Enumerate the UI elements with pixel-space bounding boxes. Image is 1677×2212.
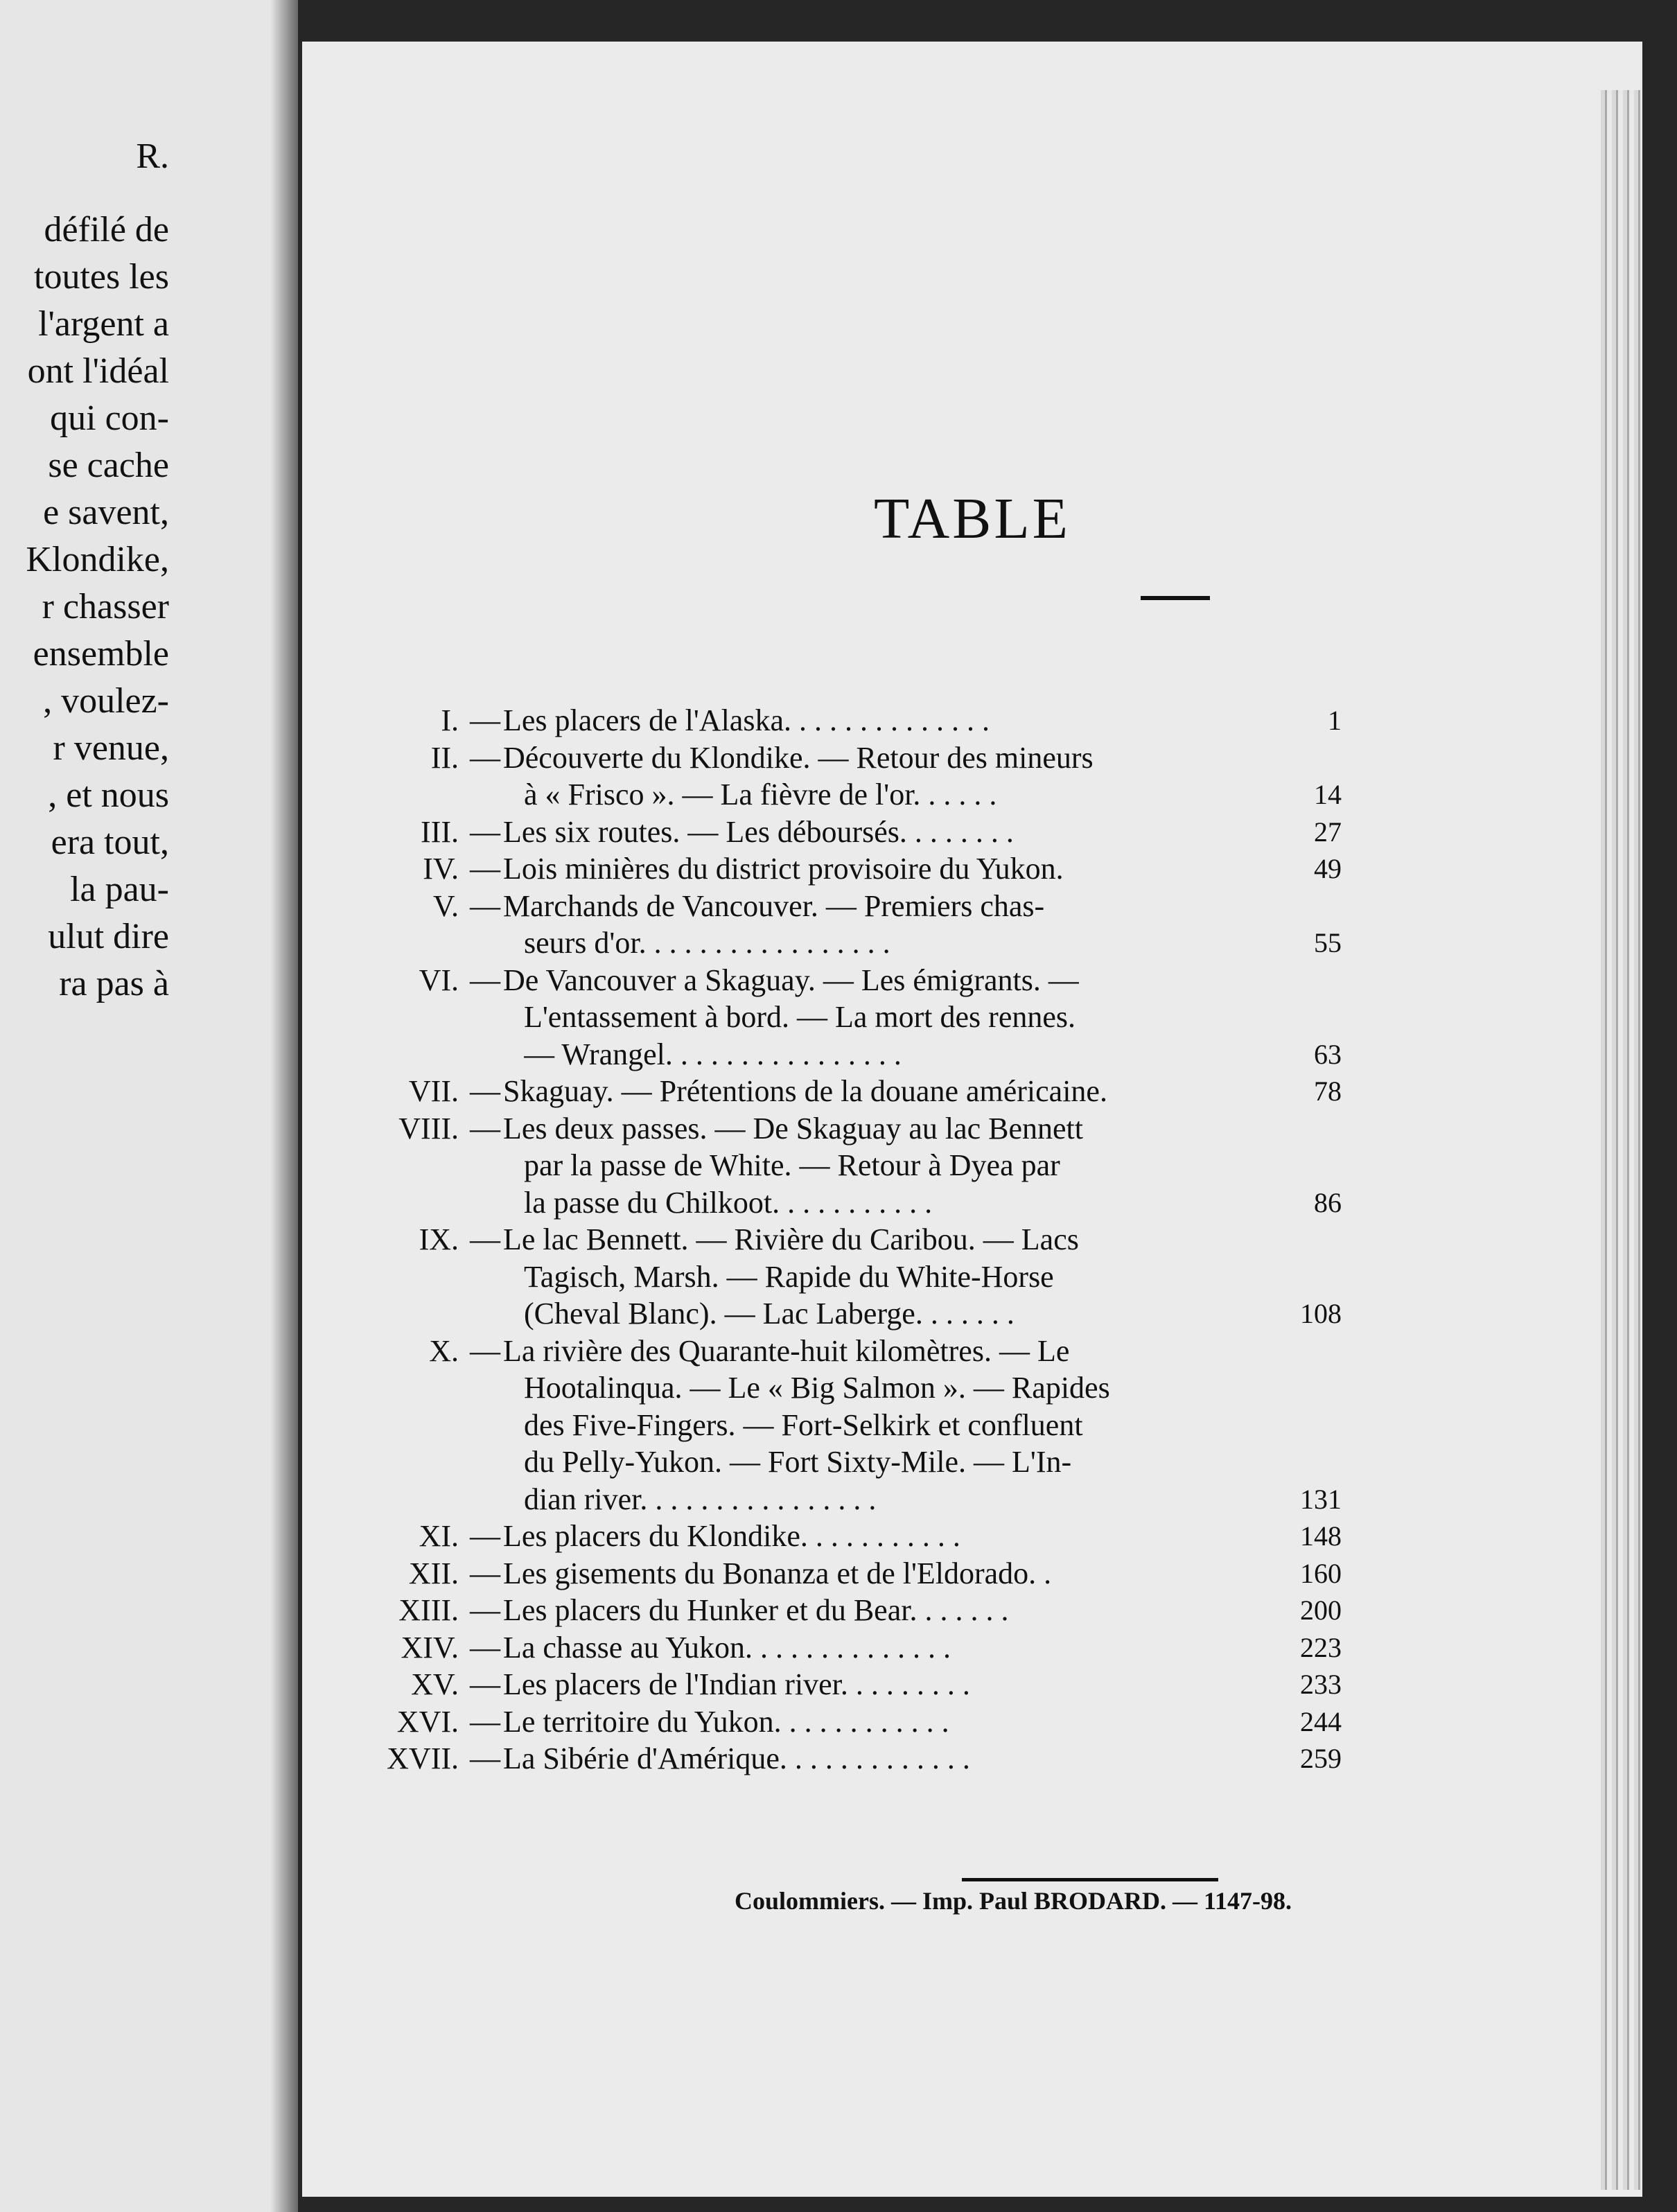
toc-page-number: 223 — [1300, 1631, 1342, 1663]
toc-entry-text: des Five-Fingers. — Fort-Selkirk et confluent — [524, 1407, 1083, 1442]
toc-entry-text: Les placers du Hunker et du Bear. . . . . . . — [503, 1593, 1009, 1627]
toc-entry-text: La Sibérie d'Amérique. . . . . . . . . . . . . — [503, 1741, 970, 1775]
toc-dash: — — [470, 1741, 500, 1775]
gutter-shadow — [270, 0, 298, 2212]
toc-entry-text: De Vancouver a Skaguay. — Les émigrants. — — [503, 963, 1079, 997]
toc-chapter-number: IV. — [423, 852, 459, 886]
toc-chapter-number: V. — [432, 888, 459, 923]
toc-chapter-number: XVI. — [396, 1704, 459, 1739]
toc-page-number: 78 — [1314, 1076, 1342, 1107]
toc-page-number: 160 — [1300, 1557, 1342, 1589]
left-page-line: ont l'idéal — [27, 351, 169, 391]
toc-dash: — — [470, 703, 500, 737]
toc-page-number: 233 — [1300, 1669, 1342, 1700]
toc-chapter-number: III. — [421, 814, 459, 849]
toc-page-number: 131 — [1300, 1483, 1342, 1515]
left-page-line: défilé de — [44, 210, 169, 249]
toc-page-number: 200 — [1300, 1595, 1342, 1626]
toc-page-number: 108 — [1300, 1298, 1342, 1329]
toc-entry-text: Skaguay. — Prétentions de la douane américaine. — [503, 1074, 1107, 1108]
toc-dash: — — [470, 1519, 500, 1553]
toc-entry-text: Les six routes. — Les déboursés. . . . . . . . — [503, 814, 1014, 849]
toc-page-number: 55 — [1314, 927, 1342, 958]
toc-entry-text: Marchands de Vancouver. — Premiers chas- — [503, 888, 1045, 923]
toc-entry-text: — Wrangel. . . . . . . . . . . . . . . . — [524, 1037, 902, 1071]
toc-entry-text: Découverte du Klondike. — Retour des mineurs — [503, 740, 1094, 775]
toc-chapter-number: X. — [429, 1333, 459, 1368]
toc-entry-text: du Pelly-Yukon. — Fort Sixty-Mile. — L'In- — [524, 1445, 1072, 1479]
toc-page-number: 1 — [1328, 705, 1342, 736]
toc-entry-text: (Cheval Blanc). — Lac Laberge. . . . . . . — [524, 1297, 1015, 1331]
toc-entry-text: Hootalinqua. — Le « Big Salmon ». — Rapides — [524, 1371, 1110, 1405]
toc-entry-text: dian river. . . . . . . . . . . . . . . . — [524, 1482, 877, 1516]
toc-chapter-number: II. — [430, 740, 459, 775]
left-page-line: se cache — [48, 446, 169, 485]
toc-chapter-number: VIII. — [398, 1111, 459, 1146]
toc-dash: — — [470, 1111, 500, 1146]
left-page-line: qui con- — [50, 398, 169, 438]
toc-entry-text: Les deux passes. — De Skaguay au lac Bennett — [503, 1111, 1083, 1146]
left-page-line: r venue, — [53, 728, 169, 768]
toc-dash: — — [470, 1630, 500, 1665]
toc-entry-text: à « Frisco ». — La fièvre de l'or. . . . . . — [524, 778, 997, 811]
toc-page-number: 63 — [1314, 1038, 1342, 1070]
toc-entry-text: Les placers du Klondike. . . . . . . . . . . — [503, 1519, 960, 1553]
toc-entry-text: L'entassement à bord. — La mort des rennes. — [524, 1000, 1076, 1034]
table-of-contents-page — [302, 42, 1642, 2197]
left-page-line: la pau- — [70, 870, 169, 909]
toc-dash: — — [470, 1704, 500, 1739]
toc-chapter-number: VI. — [419, 963, 459, 997]
toc-dash: — — [470, 1667, 500, 1701]
toc-page-number: 49 — [1314, 853, 1342, 884]
toc-entry-text: Tagisch, Marsh. — Rapide du White-Horse — [524, 1259, 1054, 1294]
toc-dash: — — [470, 740, 500, 775]
toc-page-number: 259 — [1300, 1743, 1342, 1774]
left-page-line: ensemble — [33, 634, 169, 674]
toc-chapter-number: IX. — [419, 1222, 459, 1256]
toc-page-number: 148 — [1300, 1520, 1342, 1552]
left-page-line: era tout, — [51, 823, 169, 862]
toc-dash: — — [470, 963, 500, 997]
left-page-line: r chasser — [42, 587, 169, 626]
toc-dash: — — [470, 814, 500, 849]
toc-entry-text: seurs d'or. . . . . . . . . . . . . . . . . — [524, 926, 890, 960]
toc-entry-text: Lois minières du district provisoire du Yukon. — [503, 852, 1064, 886]
toc-page-number: 244 — [1300, 1705, 1342, 1737]
toc-page-number: 27 — [1314, 816, 1342, 848]
left-page-line: toutes les — [34, 257, 169, 297]
toc-entry-text: Les gisements du Bonanza et de l'Eldorado. . — [503, 1556, 1052, 1590]
previous-page — [0, 0, 298, 2212]
page-title: TABLE — [874, 486, 1071, 551]
left-page-line: Klondike, — [26, 540, 169, 579]
toc-chapter-number: I. — [441, 703, 459, 737]
toc-chapter-number: XV. — [411, 1667, 459, 1701]
toc-dash: — — [470, 1556, 500, 1590]
toc-chapter-number: VII. — [408, 1074, 459, 1108]
left-page-line: l'argent a — [38, 304, 169, 344]
toc-chapter-number: XVII. — [387, 1741, 459, 1775]
toc-entry-text: La rivière des Quarante-huit kilomètres. — Le — [503, 1333, 1070, 1368]
printer-imprint: Coulommiers. — Imp. Paul BRODARD. — 1147-98. — [735, 1887, 1292, 1915]
toc-entry-text: Les placers de l'Indian river. . . . . . . . . — [503, 1667, 970, 1701]
toc-dash: — — [470, 1333, 500, 1368]
toc-entry-text: la passe du Chilkoot. . . . . . . . . . . — [524, 1185, 933, 1220]
toc-chapter-number: XII. — [408, 1556, 459, 1590]
left-page-line: ra pas à — [59, 964, 169, 1003]
toc-dash: — — [470, 888, 500, 923]
left-page-line: e savent, — [43, 493, 169, 532]
toc-chapter-number: XIII. — [398, 1593, 459, 1627]
toc-dash: — — [470, 1222, 500, 1256]
toc-dash: — — [470, 1593, 500, 1627]
toc-entry-text: Le territoire du Yukon. . . . . . . . . . . . — [503, 1704, 949, 1739]
toc-dash: — — [470, 852, 500, 886]
toc-entry-text: Les placers de l'Alaska. . . . . . . . . . . . . . — [503, 703, 990, 737]
toc-entry-text: par la passe de White. — Retour à Dyea par — [524, 1148, 1060, 1182]
left-page-line: R. — [136, 137, 169, 176]
toc-chapter-number: XIV. — [401, 1630, 459, 1665]
left-page-line: ulut dire — [48, 917, 169, 956]
toc-chapter-number: XI. — [419, 1519, 459, 1553]
toc-page-number: 86 — [1314, 1186, 1342, 1218]
toc-list — [302, 42, 1642, 2197]
left-page-line: , voulez- — [43, 681, 169, 721]
imprint-rule — [962, 1878, 1218, 1881]
toc-entry-text: Le lac Bennett. — Rivière du Caribou. — Lacs — [503, 1222, 1079, 1256]
toc-page-number: 14 — [1314, 779, 1342, 810]
left-page-line: , et nous — [48, 775, 169, 815]
toc-entry-text: La chasse au Yukon. . . . . . . . . . . . . . — [503, 1630, 951, 1665]
toc-dash: — — [470, 1074, 500, 1108]
